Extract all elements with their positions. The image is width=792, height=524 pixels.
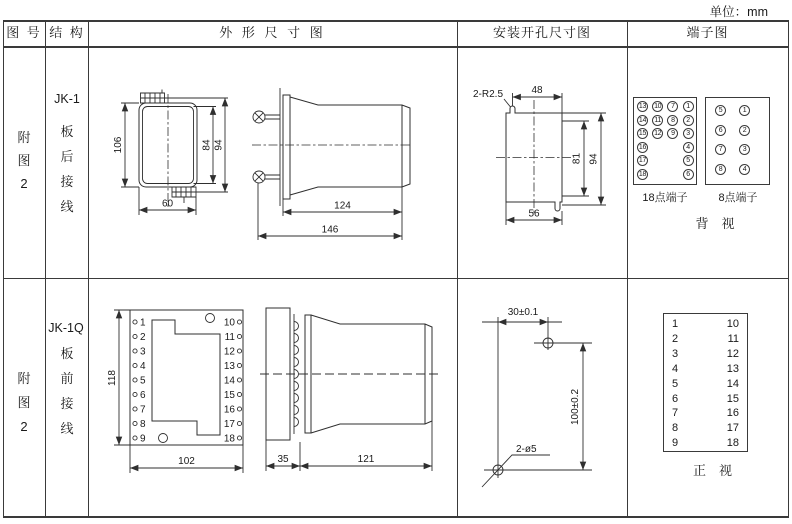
- dim-60: 60: [161, 198, 174, 210]
- row1-model: JK-1: [54, 92, 80, 106]
- terminal-circle: 14: [638, 116, 647, 124]
- terminal-circle: [667, 142, 678, 153]
- dim-100: 100±0.2: [570, 388, 581, 426]
- unit-label: 单位：mm: [709, 5, 768, 19]
- table-border-bottom: [3, 516, 789, 518]
- table-border-left: [3, 20, 4, 517]
- dim-48: 48: [531, 85, 543, 96]
- row1-structure: [46, 119, 88, 219]
- terminal-number: 18: [726, 437, 739, 450]
- svg-text:11: 11: [224, 331, 235, 343]
- terminal-number: 8: [672, 422, 679, 435]
- terminal-circle: 6: [683, 169, 694, 180]
- terminal-circle: 9: [667, 128, 678, 139]
- terminal-number: 10: [726, 318, 739, 330]
- terminal-number: 4: [672, 362, 679, 375]
- terminal-circle: 7: [667, 101, 678, 112]
- terminal-circle: [652, 142, 663, 153]
- row1-fig-char-1: 附: [17, 130, 31, 145]
- terminal-circle: 1: [683, 101, 694, 112]
- fixing-stud-bottom: [253, 171, 280, 183]
- terminal-number: 3: [672, 347, 679, 360]
- row2-structure: [46, 341, 88, 441]
- top-mounting-tab: [141, 90, 229, 104]
- row2-side-view-drawing: [260, 296, 460, 488]
- row1-fig-char-2: 图: [17, 153, 31, 168]
- svg-text:8: 8: [140, 418, 146, 430]
- terminal-circle: 4: [739, 164, 750, 175]
- row2-structure-char: 板: [60, 346, 74, 361]
- row2-structure-char: 前: [60, 371, 74, 386]
- col-divider-4: [627, 20, 628, 517]
- row2-mounting-hole-drawing: [470, 300, 622, 495]
- terminal-circle: 8: [667, 115, 678, 126]
- row2-structure-char: 线: [60, 421, 74, 436]
- col-divider-2: [88, 20, 89, 517]
- terminal-circle: 1: [739, 105, 750, 116]
- terminal-number: 9: [672, 437, 679, 450]
- terminal-circle: 2: [739, 125, 750, 136]
- terminal-circle: 13: [638, 103, 647, 110]
- terminal-number: 15: [726, 392, 739, 405]
- row1-mounting-hole-drawing: [468, 80, 620, 232]
- header-underline: [3, 46, 789, 48]
- terminal-number: 5: [672, 377, 679, 390]
- terminal-number: 12: [726, 347, 739, 360]
- terminal-circle: 11: [652, 115, 663, 126]
- svg-text:9: 9: [140, 433, 146, 445]
- dim-106: 106: [113, 136, 124, 154]
- row1-structure-char: 接: [60, 174, 74, 189]
- row1-side-view-drawing: [250, 82, 412, 244]
- header-terminal: 端子图: [686, 25, 729, 40]
- terminal-number: 14: [726, 377, 739, 390]
- svg-text:6: 6: [140, 389, 146, 401]
- terminal-number: 6: [672, 392, 679, 405]
- svg-text:5: 5: [140, 375, 146, 387]
- dim-121: 121: [357, 454, 375, 465]
- header-structure: 结 构: [49, 25, 85, 40]
- terminal-circle: 3: [739, 144, 750, 155]
- terminal-circle: 16: [638, 143, 647, 151]
- terminal-circle: [652, 169, 663, 180]
- row1-fig-no: [3, 126, 45, 195]
- bottom-mounting-tab: [172, 187, 228, 203]
- row-divider: [3, 278, 789, 279]
- terminal-circle: 6: [715, 125, 726, 136]
- row1-structure-char: 后: [60, 149, 74, 164]
- row2-fig-no: [3, 367, 45, 439]
- front-view-label: 正 视: [692, 463, 732, 478]
- mounting-hole-top: [206, 314, 215, 323]
- terminal-number: 7: [672, 407, 679, 420]
- svg-text:13: 13: [223, 360, 235, 372]
- terminal-circle: 17: [638, 157, 647, 165]
- row1-front-view-drawing: [112, 88, 238, 220]
- terminal-circle: 4: [683, 142, 694, 153]
- row2-fig-char-3: 2: [20, 419, 28, 434]
- terminal-number: 16: [726, 407, 739, 420]
- dim-94: 94: [588, 153, 600, 165]
- terminal-grid-8: [705, 97, 770, 185]
- terminal-number: 17: [726, 422, 739, 435]
- dim-81: 81: [571, 152, 583, 165]
- front-terminals-left: [133, 317, 146, 444]
- terminal-circle: 7: [715, 144, 726, 155]
- terminal-circle: 2: [683, 115, 694, 126]
- terminal-18-label: 18点端子: [642, 192, 688, 204]
- table-border-right: [788, 20, 789, 517]
- svg-text:14: 14: [223, 375, 235, 387]
- dim-84: 84: [201, 139, 213, 151]
- svg-text:3: 3: [140, 346, 146, 358]
- dim-124: 124: [334, 200, 351, 212]
- fixing-stud-top: [253, 111, 280, 123]
- dim-94: 94: [213, 139, 225, 151]
- svg-text:15: 15: [223, 389, 235, 401]
- row2-terminal-box: [663, 313, 748, 452]
- terminal-circle: 3: [683, 128, 694, 139]
- dim-35: 35: [277, 454, 289, 465]
- terminal-circle: 10: [654, 103, 662, 110]
- row2-model: JK-1Q: [48, 321, 84, 335]
- terminal-circle: 18: [638, 170, 647, 178]
- rear-view-label: 背 视: [695, 216, 735, 231]
- terminal-number: 2: [672, 332, 679, 345]
- dim-30: 30±0.1: [507, 307, 539, 318]
- front-terminals-right: [224, 317, 242, 444]
- terminal-circle: 5: [683, 155, 694, 166]
- svg-text:17: 17: [223, 418, 235, 430]
- terminal-grid-18: [633, 97, 697, 185]
- terminal-list-right: [727, 317, 739, 451]
- terminal-circle: [667, 155, 678, 166]
- holes-diameter-label: 2-ø5: [516, 444, 537, 455]
- terminal-number: 1: [672, 318, 679, 330]
- row1-structure-char: 线: [60, 199, 74, 214]
- terminal-8-label: 8点端子: [718, 192, 758, 204]
- row2-structure-char: 接: [60, 396, 74, 411]
- dim-102: 102: [178, 456, 195, 467]
- svg-text:12: 12: [223, 346, 235, 358]
- header-fig-no: 图 号: [6, 25, 42, 40]
- svg-text:7: 7: [140, 404, 146, 416]
- terminal-circle: [667, 169, 678, 180]
- svg-text:16: 16: [223, 404, 235, 416]
- terminal-list-left: [672, 317, 678, 451]
- dim-56: 56: [528, 208, 540, 220]
- terminal-number: 13: [726, 362, 739, 375]
- terminal-circle: 15: [638, 130, 647, 138]
- terminal-circle: 8: [715, 164, 726, 175]
- row2-fig-char-2: 图: [17, 395, 31, 410]
- svg-text:1: 1: [140, 317, 146, 329]
- dim-146: 146: [321, 224, 339, 236]
- row2-fig-char-1: 附: [17, 371, 31, 386]
- terminal-circle: [652, 155, 663, 166]
- svg-text:18: 18: [223, 433, 235, 445]
- dim-118: 118: [107, 370, 118, 386]
- mounting-hole-bottom: [159, 434, 168, 443]
- terminal-circle: 5: [715, 105, 726, 116]
- row2-front-view-drawing: [100, 296, 264, 488]
- row1-fig-char-3: 2: [20, 176, 28, 191]
- svg-text:10: 10: [223, 317, 235, 329]
- row1-structure-char: 板: [60, 124, 74, 139]
- svg-text:4: 4: [140, 360, 146, 372]
- header-outline: 外 形 尺 寸 图: [219, 25, 326, 40]
- header-mounting: 安装开孔尺寸图: [492, 25, 591, 40]
- svg-text:2: 2: [140, 331, 146, 343]
- terminal-circle: 12: [654, 130, 662, 138]
- terminal-number: 11: [727, 332, 739, 345]
- slot-radius-label: 2-R2.5: [473, 89, 504, 100]
